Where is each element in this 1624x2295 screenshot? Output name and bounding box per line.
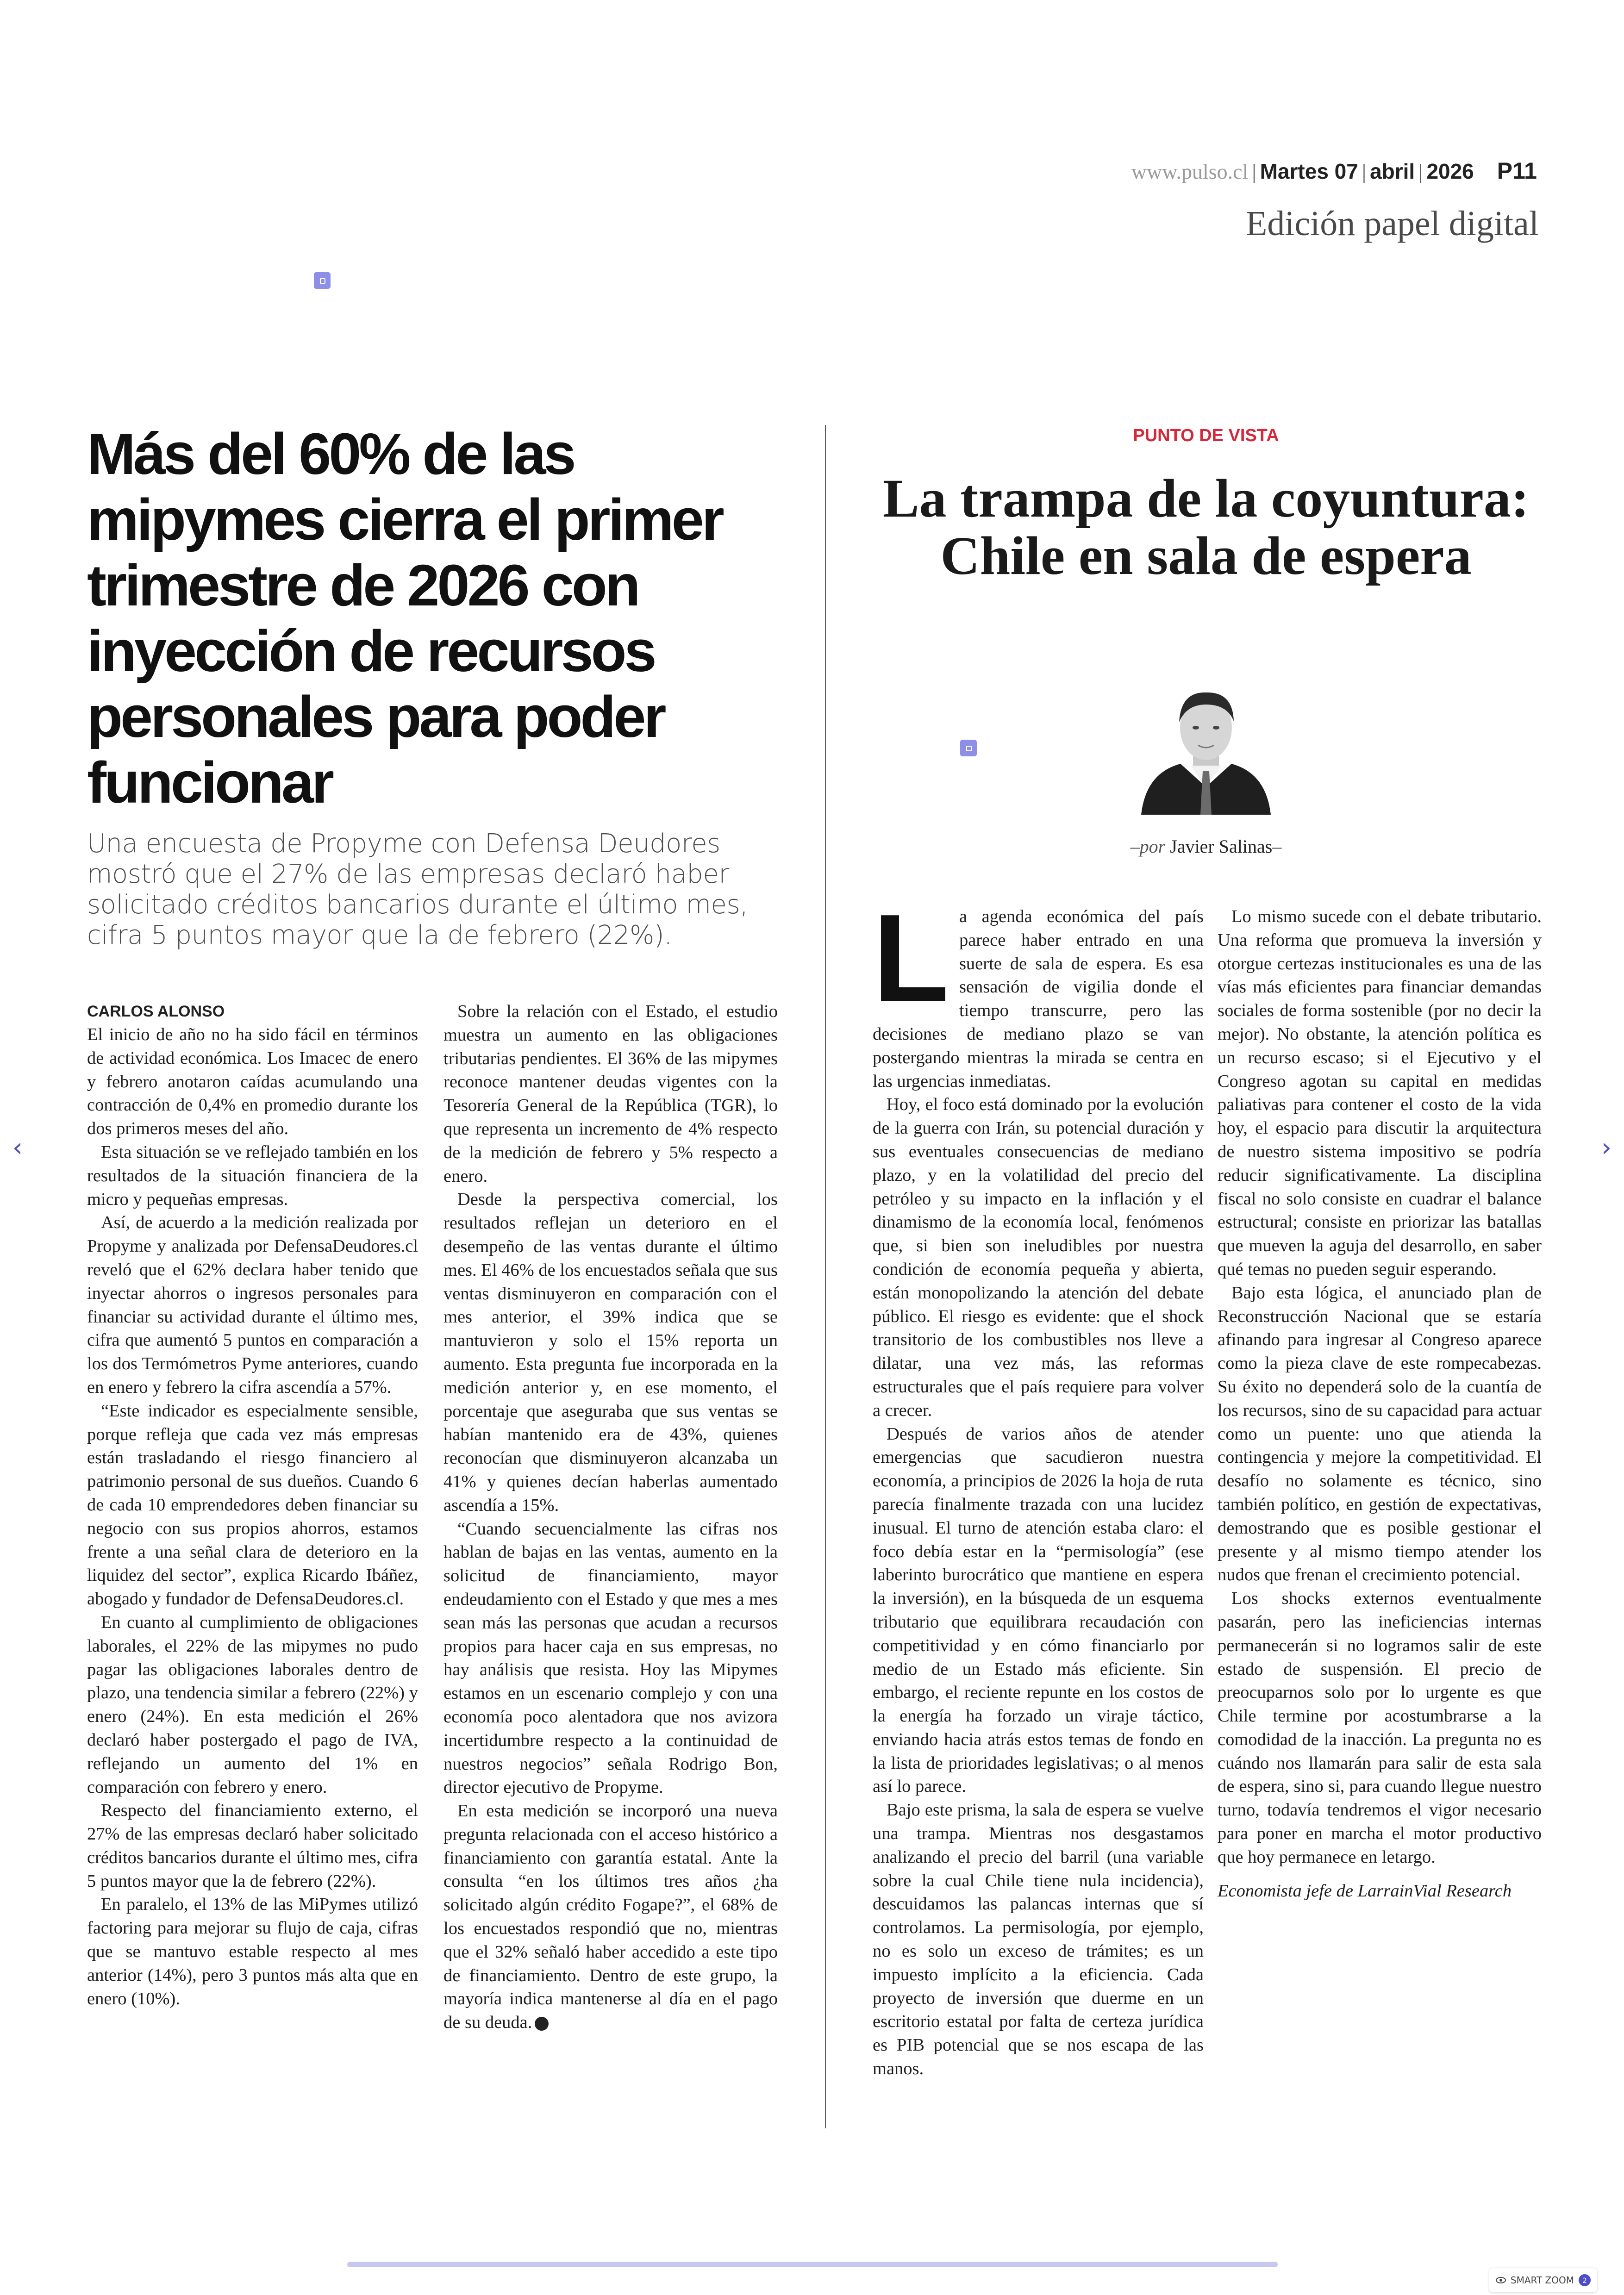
- article-paragraph: En cuanto al cumplimiento de obligaciones laborales, el 22% de las mipymes no pudo pagar las obligaciones laborales dentro de plazo, una tendencia similar a febrero (22%) y enero (24%). En esta medición el 26% declaró haber postergado el pago de IVA, reflejando un aumento del 1% en comparación con febrero y enero.: [87, 1612, 418, 1797]
- prev-page-chevron-icon[interactable]: ‹: [12, 1133, 23, 1163]
- drop-cap: L: [873, 889, 949, 1028]
- opinion-column-1: [873, 889, 1204, 2081]
- article-link-marker-icon[interactable]: [960, 740, 977, 756]
- author-portrait: [1137, 676, 1275, 815]
- article-link-marker-icon[interactable]: [314, 272, 331, 289]
- opinion-column-2: [1218, 905, 1542, 1902]
- edition-label: Edición papel digital: [1245, 204, 1539, 243]
- article-paragraph: “Cuando secuencialmente las cifras nos hablan de bajas en las ventas, aumento en la solicitud de financiamiento, mayor endeudamiento con el Estado y que mes a mes sean más las personas que acudan a recursos propios para hacer caja en sus empresas, no hay análisis que resista. Hoy las Mipymes estamos en un escenario complejo y con una economía poco alentadora que nos avizora incertidumbre respecto a la continuidad de nuestros negocios” señala Rodrigo Bon, director ejecutivo de Propyme.: [443, 1519, 778, 1797]
- eye-icon: [1496, 2277, 1506, 2283]
- article-paragraph: Desde la perspectiva comercial, los resultados reflejan un deterioro en el desempeño de las ventas durante el último mes. El 46% de los encuestados señala que sus ventas disminuyeron en comparación con el mes anterior, el 39% indica que se mantuvieron y solo el 15% reporta un aumento. Esta pregunta fue incorporada en la medición anterior y, en ese momento, el porcentaje que aseguraba que sus ventas se habían mantenido era de 43%, quienes reconocían que disminuyeron alcanzaba un 41% y quienes decían haberlas aumentado ascendía a 15%.: [443, 1190, 778, 1515]
- opinion-paragraph: Los shocks externos eventualmente pasarán, pero las ineficiencias internas permanecerán si no logramos salir de este estado de suspensión. El precio de preocuparnos solo por lo urgente es que Chile termine por acostumbrarse a la comodidad de la inacción. La pregunta no es cuándo nos llamarán para salir de esta sala de espera, sino si, para cuando llegue nuestro turno, todavía tendremos el vigor necesario para poner en marcha el motor productivo que hoy permanece en letargo.: [1218, 1589, 1542, 1867]
- end-of-article-icon: [535, 2017, 549, 2031]
- column-divider: [825, 425, 826, 2128]
- author-name: Javier Salinas: [1170, 836, 1273, 857]
- article-column-1: [87, 1000, 418, 2010]
- date-month: abril: [1370, 159, 1415, 183]
- article-column-2: [443, 1000, 778, 2034]
- article-byline: CARLOS ALONSO: [87, 1003, 225, 1020]
- masthead: www.pulso.cl | Martes 07 | abril | 2026 P11: [1131, 158, 1537, 184]
- article-paragraph: “Este indicador es especialmente sensible, porque refleja que cada vez más empresas están trasladando el riesgo financiero al patrimonio personal de sus dueños. Cuando 6 de cada 10 emprendedores deben financiar su negocio con sus propios ahorros, estamos frente a una señal clara de deterioro en la liquidez del sector”, explica Ricardo Ibáñez, abogado y fundador de DefensaDeudores.cl.: [87, 1401, 418, 1609]
- date-day: Martes 07: [1260, 159, 1358, 183]
- smart-zoom-badge: 2: [1579, 2274, 1591, 2286]
- article-paragraph: Así, de acuerdo a la medición realizada por Propyme y analizada por DefensaDeudores.cl reveló que el 62% declara haber tenido que inyectar ahorros o ingresos personales para financiar su actividad durante el último mes, cifra que aumentó 5 puntos en comparación a los dos Termómetros Pyme anteriores, cuando en enero y febrero la cifra ascendía a 57%.: [87, 1213, 418, 1397]
- date-year: 2026: [1426, 159, 1474, 183]
- smart-zoom-button[interactable]: [1489, 2268, 1597, 2292]
- opinion-paragraph: a agenda económica del país parece haber entrado en una suerte de sala de espera. Es esa sensación de vigilia donde el tiempo transcurre, pero las decisiones de mediano plazo se van postergando mientras la mirada se centra en las urgencias inmediatas.: [873, 907, 1204, 1091]
- next-page-chevron-icon[interactable]: ›: [1601, 1133, 1612, 1163]
- article-paragraph: En esta medición se incorporó una nueva pregunta relacionada con el acceso histórico a financiamiento con garantía estatal. Ante la consulta “en los últimos tres años ¿ha solicitado algún crédito Fogape?”, el 68% de los encuestados respondió que no, mientras que el 32% señaló haber accedido a este tipo de financiamiento. Dentro de este grupo, la mayoría indica mantenerse al día en el pago de su deuda.: [443, 1801, 778, 2033]
- opinion-author: –por Javier Salinas–: [1130, 836, 1282, 857]
- opinion-paragraph: Después de varios años de atender emergencias que sacudieron nuestra economía, a principios de 2026 la hoja de ruta parecía finalmente trazada con una lucidez inusual. El turno de atención estaba claro: el foco debía estar en la “permisología” (ese laberinto burocrático que mantiene en espera la inversión), en la búsqueda de un esquema tributario que equilibrara recaudación con competitividad y en cómo financiarlo por medio de un Estado más eficiente. Sin embargo, el reciente repunte en los costos de la energía ha forzado un viraje táctico, enviando hacia atrás estos temas de fondo en la lista de prioridades legislativas; o al menos así lo parece.: [873, 1424, 1204, 1796]
- opinion-paragraph: Hoy, el foco está dominado por la evolución de la guerra con Irán, su potencial duración y sus eventuales consecuencias de mediano plazo, y en la volatilidad del precio del petróleo y su impacto en la inflación y el dinamismo de la economía local, fenómenos que, si bien son ineludibles por nuestra condición de economía pequeña y abierta, están monopolizando la atención del debate público. El riesgo es evidente: que el shock transitorio de los combustibles nos lleve a dilatar, una vez más, las reformas estructurales que el país requiere para volver a crecer.: [873, 1095, 1204, 1420]
- smart-zoom-label: SMART ZOOM: [1510, 2275, 1574, 2286]
- horizontal-scrollbar[interactable]: [347, 2262, 1278, 2267]
- article-headline: Más del 60% de las mipymes cierra el primer trimestre de 2026 con inyección de recursos personales para poder funcionar: [87, 421, 722, 815]
- article-paragraph: Sobre la relación con el Estado, el estudio muestra un aumento en las obligaciones tributarias pendientes. El 36% de las mipymes reconoce mantener deudas vigentes con la Tesorería General de la República (TGR), lo que representa un incremento de 4% respecto de la medición de febrero y 5% respecto a enero.: [443, 1002, 778, 1186]
- article-paragraph: Esta situación se ve reflejado también en los resultados de la situación financiera de la micro y pequeñas empresas.: [87, 1142, 418, 1209]
- opinion-title: La trampa de la coyuntura: Chile en sala de espera: [882, 468, 1530, 586]
- article-paragraph: El inicio de año no ha sido fácil en términos de actividad económica. Los Imacec de enero y febrero anotaron caídas acumulando una contracción de 0,4% en promedio durante los dos primeros meses del año.: [87, 1025, 418, 1139]
- opinion-paragraph: Lo mismo sucede con el debate tributario. Una reforma que promueva la inversión y otorgue certezas institucionales es una de las vías más eficientes para financiar demandas sociales de forma sostenible (por no decir la mejor). No obstante, la atención política es un recurso escaso; si el Ejecutivo y el Congreso agotan su capital en medidas paliativas para contener el costo de la vida hoy, el espacio para discutir la arquitectura de nuestro sistema impositivo se podría reducir significativamente. La disciplina fiscal no solo consiste en cuadrar el balance estructural; consiste en priorizar las batallas que mueven la aguja del desarrollo, en saber qué temas no pueden seguir esperando.: [1218, 907, 1542, 1279]
- site-url[interactable]: www.pulso.cl: [1131, 160, 1249, 183]
- opinion-paragraph: Bajo esta lógica, el anunciado plan de Reconstrucción Nacional que se estaría afinando para ingresar al Congreso aparece como la pieza clave de este rompecabezas. Su éxito no dependerá solo de la cuantía de los recursos, sino de su capacidad para actuar como un puente: uno que atienda la contingencia y mejore la competitividad. El desafío no solamente es técnico, sino también político, en gestión de expectativas, demostrando que es posible gestionar el presente y al mismo tiempo atender los nudos que frenan el crecimiento potencial.: [1218, 1283, 1542, 1585]
- article-paragraph: Respecto del financiamiento externo, el 27% de las empresas declaró haber solicitado créditos bancarios durante el último mes, cifra 5 puntos mayor que la de febrero (22%).: [87, 1801, 418, 1891]
- article-deck: Una encuesta de Propyme con Defensa Deudores mostró que el 27% de las empresas declaró haber solicitado créditos bancarios durante el último mes, cifra 5 puntos mayor que la de febrero (22%).: [87, 829, 748, 950]
- section-tag: PUNTO DE VISTA: [1133, 426, 1279, 445]
- page-number: P11: [1497, 158, 1537, 184]
- article-paragraph: En paralelo, el 13% de las MiPymes utilizó factoring para mejorar su flujo de caja, cifras que se mantuvo estable respecto al mes anterior (14%), pero 3 puntos más alta que en enero (10%).: [87, 1895, 418, 2008]
- opinion-paragraph: Bajo este prisma, la sala de espera se vuelve una trampa. Mientras nos desgastamos analizando el precio del barril (una variable sobre la cual Chile tiene nula incidencia), descuidamos las palancas internas que sí controlamos. La permisología, por ejemplo, no es solo un exceso de trámites; es un impuesto implícito a la eficiencia. Cada proyecto de inversión que duerme en un escritorio estatal por falta de certeza jurídica es PIB potencial que se nos escapa de las manos.: [873, 1800, 1204, 2079]
- opinion-signoff: Economista jefe de LarrainVial Research: [1218, 1881, 1512, 1901]
